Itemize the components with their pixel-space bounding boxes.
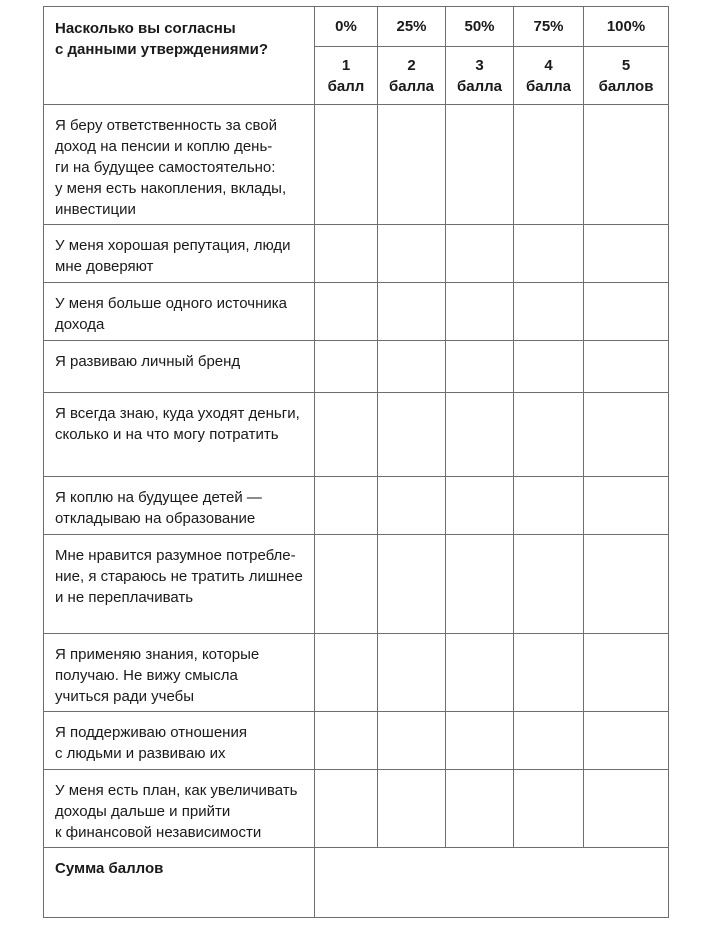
statement-row-3 bbox=[44, 283, 669, 341]
score-cell-5[interactable] bbox=[584, 535, 669, 634]
statement-text: Я коплю на будущее детей — откладываю на образование bbox=[44, 477, 315, 535]
statement-text: Я развиваю личный бренд bbox=[44, 341, 315, 393]
score-cell-2[interactable] bbox=[378, 535, 446, 634]
score-cell-4[interactable] bbox=[514, 283, 584, 341]
score-cell-5[interactable] bbox=[584, 770, 669, 848]
statement-row-10 bbox=[44, 770, 669, 848]
header-score-5: 5 баллов bbox=[584, 47, 669, 105]
score-cell-3[interactable] bbox=[446, 393, 514, 477]
statement-text: У меня есть план, как увеличивать доходы дальше и прийти к финансовой независимости bbox=[44, 770, 315, 848]
score-cell-3[interactable] bbox=[446, 105, 514, 225]
score-cell-4[interactable] bbox=[514, 393, 584, 477]
score-cell-4[interactable] bbox=[514, 634, 584, 712]
score-cell-2[interactable] bbox=[378, 477, 446, 535]
score-cell-4[interactable] bbox=[514, 225, 584, 283]
statement-text: Я применяю знания, которые получаю. Не вижу смысла учиться ради учебы bbox=[44, 634, 315, 712]
score-cell-3[interactable] bbox=[446, 477, 514, 535]
score-cell-3[interactable] bbox=[446, 283, 514, 341]
score-cell-5[interactable] bbox=[584, 393, 669, 477]
score-cell-3[interactable] bbox=[446, 225, 514, 283]
statement-text: У меня хорошая репутация, люди мне доверяют bbox=[44, 225, 315, 283]
header-percent-100: 100% bbox=[584, 7, 669, 47]
score-cell-4[interactable] bbox=[514, 105, 584, 225]
statement-text: Я всегда знаю, куда уходят деньги, сколько и на что могу потратить bbox=[44, 393, 315, 477]
score-cell-2[interactable] bbox=[378, 105, 446, 225]
score-cell-1[interactable] bbox=[315, 341, 378, 393]
score-cell-4[interactable] bbox=[514, 770, 584, 848]
statement-text: Я поддерживаю отношения с людьми и развиваю их bbox=[44, 712, 315, 770]
statement-row-9 bbox=[44, 712, 669, 770]
score-cell-3[interactable] bbox=[446, 634, 514, 712]
score-cell-3[interactable] bbox=[446, 770, 514, 848]
score-cell-5[interactable] bbox=[584, 105, 669, 225]
score-cell-5[interactable] bbox=[584, 341, 669, 393]
score-cell-1[interactable] bbox=[315, 393, 378, 477]
header-row-percent bbox=[44, 7, 669, 47]
score-cell-1[interactable] bbox=[315, 477, 378, 535]
header-percent-50: 50% bbox=[446, 7, 514, 47]
score-cell-1[interactable] bbox=[315, 634, 378, 712]
statement-row-4 bbox=[44, 341, 669, 393]
header-percent-25: 25% bbox=[378, 7, 446, 47]
statement-row-6 bbox=[44, 477, 669, 535]
score-cell-1[interactable] bbox=[315, 105, 378, 225]
score-cell-1[interactable] bbox=[315, 283, 378, 341]
score-cell-4[interactable] bbox=[514, 477, 584, 535]
header-question bbox=[44, 7, 315, 105]
score-cell-2[interactable] bbox=[378, 770, 446, 848]
score-cell-5[interactable] bbox=[584, 477, 669, 535]
score-cell-1[interactable] bbox=[315, 770, 378, 848]
score-cell-2[interactable] bbox=[378, 393, 446, 477]
score-cell-4[interactable] bbox=[514, 712, 584, 770]
score-cell-3[interactable] bbox=[446, 535, 514, 634]
score-cell-5[interactable] bbox=[584, 634, 669, 712]
score-cell-2[interactable] bbox=[378, 712, 446, 770]
header-question-text: Насколько вы согласны с данными утверждениями? bbox=[55, 20, 269, 58]
score-cell-3[interactable] bbox=[446, 341, 514, 393]
score-cell-4[interactable] bbox=[514, 341, 584, 393]
score-cell-2[interactable] bbox=[378, 634, 446, 712]
score-cell-3[interactable] bbox=[446, 712, 514, 770]
statement-text: У меня больше одного источника дохода bbox=[44, 283, 315, 341]
score-cell-2[interactable] bbox=[378, 341, 446, 393]
agreement-survey-table bbox=[43, 6, 669, 918]
statement-text: Мне нравится разумное потребле- ние, я стараюсь не тратить лишнее и не переплачивать bbox=[44, 535, 315, 634]
sum-value-cell[interactable] bbox=[315, 848, 669, 918]
score-cell-1[interactable] bbox=[315, 535, 378, 634]
statement-row-1 bbox=[44, 105, 669, 225]
header-score-1: 1 балл bbox=[315, 47, 378, 105]
score-cell-2[interactable] bbox=[378, 225, 446, 283]
statement-row-2 bbox=[44, 225, 669, 283]
statement-text: Я беру ответственность за свой доход на пенсии и коплю день- ги на будущее самостоятельно: у меня есть накопления, вклады, инвестиции bbox=[44, 105, 315, 225]
score-cell-5[interactable] bbox=[584, 283, 669, 341]
header-score-3: 3 балла bbox=[446, 47, 514, 105]
header-score-2: 2 балла bbox=[378, 47, 446, 105]
statement-row-8 bbox=[44, 634, 669, 712]
statement-row-7 bbox=[44, 535, 669, 634]
statement-row-5 bbox=[44, 393, 669, 477]
score-cell-2[interactable] bbox=[378, 283, 446, 341]
sum-row bbox=[44, 848, 669, 918]
header-score-4: 4 балла bbox=[514, 47, 584, 105]
score-cell-5[interactable] bbox=[584, 225, 669, 283]
score-cell-1[interactable] bbox=[315, 712, 378, 770]
score-cell-1[interactable] bbox=[315, 225, 378, 283]
score-cell-5[interactable] bbox=[584, 712, 669, 770]
sum-label: Сумма баллов bbox=[44, 848, 315, 918]
header-percent-0: 0% bbox=[315, 7, 378, 47]
header-percent-75: 75% bbox=[514, 7, 584, 47]
score-cell-4[interactable] bbox=[514, 535, 584, 634]
